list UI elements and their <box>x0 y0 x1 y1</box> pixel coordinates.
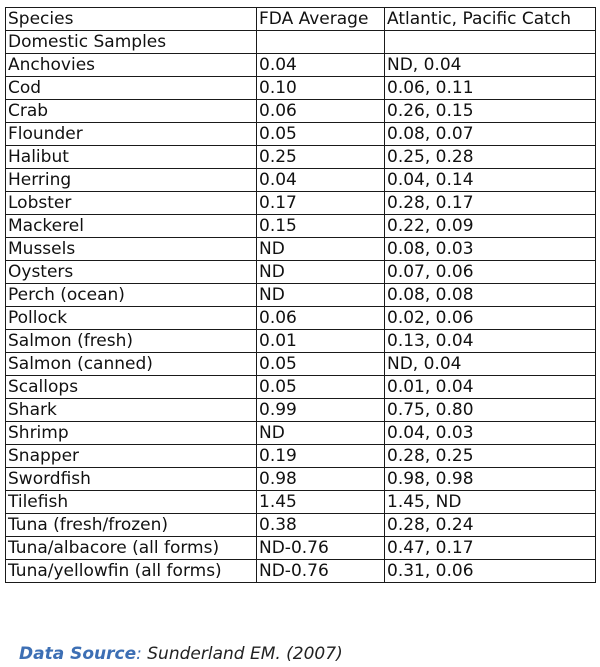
section-row <box>6 31 596 54</box>
table-row <box>6 560 596 583</box>
table-row <box>6 77 596 100</box>
fda-average-cell: 0.05 <box>257 123 385 146</box>
fda-average-cell: 0.98 <box>257 468 385 491</box>
atlantic-pacific-catch-cell: 0.08, 0.03 <box>385 238 596 261</box>
atlantic-pacific-catch-cell: ND, 0.04 <box>385 353 596 376</box>
species-cell: Crab <box>6 100 257 123</box>
header-fda-average: FDA Average <box>257 8 385 31</box>
atlantic-pacific-catch-cell: 0.08, 0.08 <box>385 284 596 307</box>
atlantic-pacific-catch-cell: 0.13, 0.04 <box>385 330 596 353</box>
table-row <box>6 100 596 123</box>
table-row <box>6 376 596 399</box>
species-cell: Perch (ocean) <box>6 284 257 307</box>
fda-average-cell: ND <box>257 238 385 261</box>
data-source-citation: Sunderland EM. (2007) <box>141 644 343 664</box>
species-cell: Salmon (fresh) <box>6 330 257 353</box>
fda-average-cell: 0.06 <box>257 100 385 123</box>
fda-average-cell: 0.99 <box>257 399 385 422</box>
table-row <box>6 238 596 261</box>
species-cell: Tuna/yellowfin (all forms) <box>6 560 257 583</box>
atlantic-pacific-catch-cell: ND, 0.04 <box>385 54 596 77</box>
fda-average-cell: 0.25 <box>257 146 385 169</box>
fda-average-cell: 0.05 <box>257 376 385 399</box>
species-cell: Shark <box>6 399 257 422</box>
mercury-levels-table <box>5 7 596 583</box>
fda-average-cell: 0.17 <box>257 192 385 215</box>
species-cell: Anchovies <box>6 54 257 77</box>
species-cell: Shrimp <box>6 422 257 445</box>
table-row <box>6 399 596 422</box>
species-cell: Tilefish <box>6 491 257 514</box>
species-cell: Halibut <box>6 146 257 169</box>
section-empty-cell <box>385 31 596 54</box>
data-source-colon: : <box>136 644 142 664</box>
header-species: Species <box>6 8 257 31</box>
table-row <box>6 284 596 307</box>
table-row <box>6 54 596 77</box>
fda-average-cell: 1.45 <box>257 491 385 514</box>
species-cell: Pollock <box>6 307 257 330</box>
table-body <box>6 8 596 583</box>
species-cell: Salmon (canned) <box>6 353 257 376</box>
table-row <box>6 468 596 491</box>
atlantic-pacific-catch-cell: 0.26, 0.15 <box>385 100 596 123</box>
atlantic-pacific-catch-cell: 0.98, 0.98 <box>385 468 596 491</box>
atlantic-pacific-catch-cell: 0.22, 0.09 <box>385 215 596 238</box>
atlantic-pacific-catch-cell: 0.04, 0.14 <box>385 169 596 192</box>
fda-average-cell: 0.05 <box>257 353 385 376</box>
atlantic-pacific-catch-cell: 0.28, 0.17 <box>385 192 596 215</box>
species-cell: Snapper <box>6 445 257 468</box>
species-cell: Lobster <box>6 192 257 215</box>
species-cell: Cod <box>6 77 257 100</box>
atlantic-pacific-catch-cell: 0.75, 0.80 <box>385 399 596 422</box>
fda-average-cell: 0.06 <box>257 307 385 330</box>
table-row <box>6 422 596 445</box>
table-row <box>6 169 596 192</box>
atlantic-pacific-catch-cell: 1.45, ND <box>385 491 596 514</box>
table-row <box>6 192 596 215</box>
table-row <box>6 491 596 514</box>
table-row <box>6 307 596 330</box>
atlantic-pacific-catch-cell: 0.02, 0.06 <box>385 307 596 330</box>
data-source-caption <box>19 643 343 665</box>
species-cell: Scallops <box>6 376 257 399</box>
atlantic-pacific-catch-cell: 0.28, 0.24 <box>385 514 596 537</box>
fda-average-cell: ND <box>257 261 385 284</box>
atlantic-pacific-catch-cell: 0.28, 0.25 <box>385 445 596 468</box>
table-row <box>6 514 596 537</box>
atlantic-pacific-catch-cell: 0.07, 0.06 <box>385 261 596 284</box>
fda-average-cell: 0.10 <box>257 77 385 100</box>
data-source-label: Data Source <box>19 644 137 664</box>
fda-average-cell: 0.19 <box>257 445 385 468</box>
table-row <box>6 353 596 376</box>
header-row <box>6 8 596 31</box>
fda-average-cell: ND <box>257 284 385 307</box>
species-cell: Tuna/albacore (all forms) <box>6 537 257 560</box>
atlantic-pacific-catch-cell: 0.08, 0.07 <box>385 123 596 146</box>
species-cell: Tuna (fresh/frozen) <box>6 514 257 537</box>
fda-average-cell: ND-0.76 <box>257 560 385 583</box>
header-atlantic-pacific-catch: Atlantic, Pacific Catch <box>385 8 596 31</box>
table-row <box>6 215 596 238</box>
fda-average-cell: 0.01 <box>257 330 385 353</box>
fda-average-cell: ND <box>257 422 385 445</box>
species-cell: Mackerel <box>6 215 257 238</box>
atlantic-pacific-catch-cell: 0.25, 0.28 <box>385 146 596 169</box>
fda-average-cell: 0.04 <box>257 169 385 192</box>
atlantic-pacific-catch-cell: 0.06, 0.11 <box>385 77 596 100</box>
fda-average-cell: 0.04 <box>257 54 385 77</box>
fda-average-cell: 0.15 <box>257 215 385 238</box>
table-row <box>6 261 596 284</box>
species-cell: Mussels <box>6 238 257 261</box>
species-cell: Flounder <box>6 123 257 146</box>
table-row <box>6 445 596 468</box>
table-row <box>6 123 596 146</box>
mercury-table-container <box>5 7 596 583</box>
fda-average-cell: 0.38 <box>257 514 385 537</box>
table-row <box>6 146 596 169</box>
atlantic-pacific-catch-cell: 0.04, 0.03 <box>385 422 596 445</box>
species-cell: Herring <box>6 169 257 192</box>
atlantic-pacific-catch-cell: 0.01, 0.04 <box>385 376 596 399</box>
section-label-domestic-samples: Domestic Samples <box>6 31 257 54</box>
table-row <box>6 537 596 560</box>
atlantic-pacific-catch-cell: 0.47, 0.17 <box>385 537 596 560</box>
species-cell: Oysters <box>6 261 257 284</box>
section-empty-cell <box>257 31 385 54</box>
table-row <box>6 330 596 353</box>
atlantic-pacific-catch-cell: 0.31, 0.06 <box>385 560 596 583</box>
fda-average-cell: ND-0.76 <box>257 537 385 560</box>
species-cell: Swordfish <box>6 468 257 491</box>
